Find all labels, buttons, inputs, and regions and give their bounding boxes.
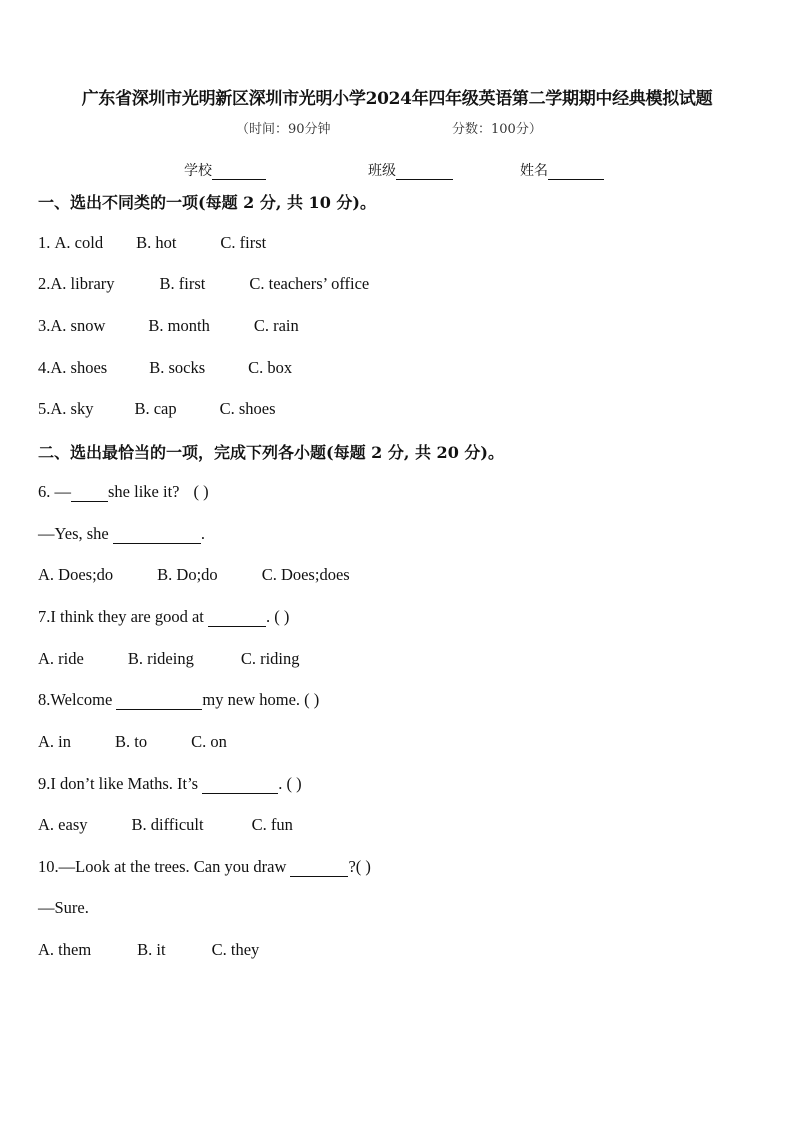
- q4-option-a[interactable]: A. shoes: [50, 358, 108, 377]
- exam-score: 分数：100分）: [452, 122, 542, 137]
- q10-option-c[interactable]: C. they: [211, 940, 260, 959]
- q5-option-a[interactable]: A. sky: [50, 399, 94, 418]
- q6-option-a[interactable]: A. Does;do: [38, 565, 114, 584]
- exam-time: （时间：90分钟: [236, 122, 331, 137]
- section2-heading: 二、选出最恰当的一项，完成下列各小题(每题 2 分, 共 20 分)。: [38, 443, 504, 462]
- q1-number: 1.: [38, 233, 55, 252]
- question-10-line2: —Sure.: [38, 898, 89, 917]
- question-9-options: [38, 815, 293, 835]
- q10-option-a[interactable]: A. them: [38, 940, 92, 959]
- q10-option-b[interactable]: B. it: [137, 940, 166, 959]
- q8-option-c[interactable]: C. on: [191, 732, 227, 751]
- q5-option-c[interactable]: C. shoes: [219, 399, 276, 418]
- q1-option-c[interactable]: C. first: [220, 233, 267, 252]
- q7-blank[interactable]: [208, 610, 266, 627]
- class-label: 班级: [368, 163, 396, 179]
- q7-option-c[interactable]: C. riding: [240, 649, 300, 668]
- q9-text: 9.I don’t like Maths. It’s: [38, 774, 203, 793]
- q3-option-a[interactable]: A. snow: [50, 316, 106, 335]
- q7-option-a[interactable]: A. ride: [38, 649, 84, 668]
- q8-option-b[interactable]: B. to: [115, 732, 148, 751]
- q3-option-c[interactable]: C. rain: [253, 316, 299, 335]
- school-blank[interactable]: [212, 165, 266, 180]
- question-6-line2: [38, 524, 205, 544]
- class-field[interactable]: [368, 160, 453, 180]
- q5-option-b[interactable]: B. cap: [134, 399, 177, 418]
- q8-text: 8.Welcome: [38, 690, 117, 709]
- q4-option-b[interactable]: B. socks: [149, 358, 206, 377]
- name-label: 姓名: [520, 163, 548, 179]
- q3-number: 3.: [38, 316, 51, 335]
- question-4: [38, 358, 292, 378]
- q6-line2-suffix: .: [200, 524, 206, 543]
- question-7-options: [38, 649, 300, 669]
- q6-blank-2[interactable]: [113, 527, 201, 544]
- question-10-options: [38, 940, 259, 960]
- q8-option-a[interactable]: A. in: [38, 732, 71, 751]
- question-7: [38, 607, 289, 627]
- name-blank[interactable]: [548, 165, 604, 180]
- page-title: 广东省深圳市光明新区深圳市光明小学2024年四年级英语第二学期期中经典模拟试题: [81, 89, 713, 109]
- school-label: 学校: [184, 163, 212, 179]
- q1-option-a[interactable]: A. cold: [54, 233, 104, 252]
- section1-heading: 一、选出不同类的一项(每题 2 分, 共 10 分)。: [38, 193, 376, 212]
- q7-text: 7.I think they are good at: [38, 607, 208, 626]
- q9-answer-paren[interactable]: . ( ): [278, 774, 302, 793]
- q7-option-b[interactable]: B. rideing: [127, 649, 194, 668]
- q10-answer-paren[interactable]: ?( ): [348, 857, 371, 876]
- q10-text: 10.—Look at the trees. Can you draw: [38, 857, 291, 876]
- q4-number: 4.: [38, 358, 51, 377]
- question-3: [38, 316, 299, 336]
- q5-number: 5.: [38, 399, 51, 418]
- name-field[interactable]: [520, 160, 604, 180]
- question-8-options: [38, 732, 227, 752]
- q8-blank[interactable]: [116, 693, 202, 710]
- q6-option-b[interactable]: B. Do;do: [157, 565, 218, 584]
- q3-option-b[interactable]: B. month: [148, 316, 210, 335]
- q6-option-c[interactable]: C. Does;does: [261, 565, 350, 584]
- q6-answer-paren[interactable]: ( ): [193, 482, 209, 501]
- q6-line2-prefix: —Yes, she: [38, 524, 113, 543]
- q9-option-b[interactable]: B. difficult: [131, 815, 204, 834]
- q2-option-c[interactable]: C. teachers’ office: [249, 274, 370, 293]
- q9-option-c[interactable]: C. fun: [251, 815, 293, 834]
- question-5: [38, 399, 276, 419]
- question-6-options: [38, 565, 350, 585]
- question-9: [38, 774, 302, 794]
- question-2: [38, 274, 369, 294]
- q7-answer-paren[interactable]: . ( ): [266, 607, 290, 626]
- q2-option-b[interactable]: B. first: [159, 274, 206, 293]
- class-blank[interactable]: [396, 165, 453, 180]
- q6-prefix: 6. —: [38, 482, 71, 501]
- q1-option-b[interactable]: B. hot: [136, 233, 177, 252]
- q4-option-c[interactable]: C. box: [248, 358, 293, 377]
- q2-number: 2.: [38, 274, 51, 293]
- q9-blank[interactable]: [202, 777, 278, 794]
- school-field[interactable]: [184, 160, 266, 180]
- q9-option-a[interactable]: A. easy: [38, 815, 88, 834]
- question-10: [38, 857, 371, 877]
- q10-blank[interactable]: [290, 860, 348, 877]
- q6-blank-1[interactable]: [71, 485, 108, 502]
- question-8: [38, 690, 319, 710]
- question-6: [38, 482, 209, 502]
- q2-option-a[interactable]: A. library: [50, 274, 115, 293]
- q6-text: she like it?: [108, 482, 180, 501]
- q8-answer-paren[interactable]: my new home. ( ): [202, 690, 320, 709]
- question-1: [38, 233, 266, 253]
